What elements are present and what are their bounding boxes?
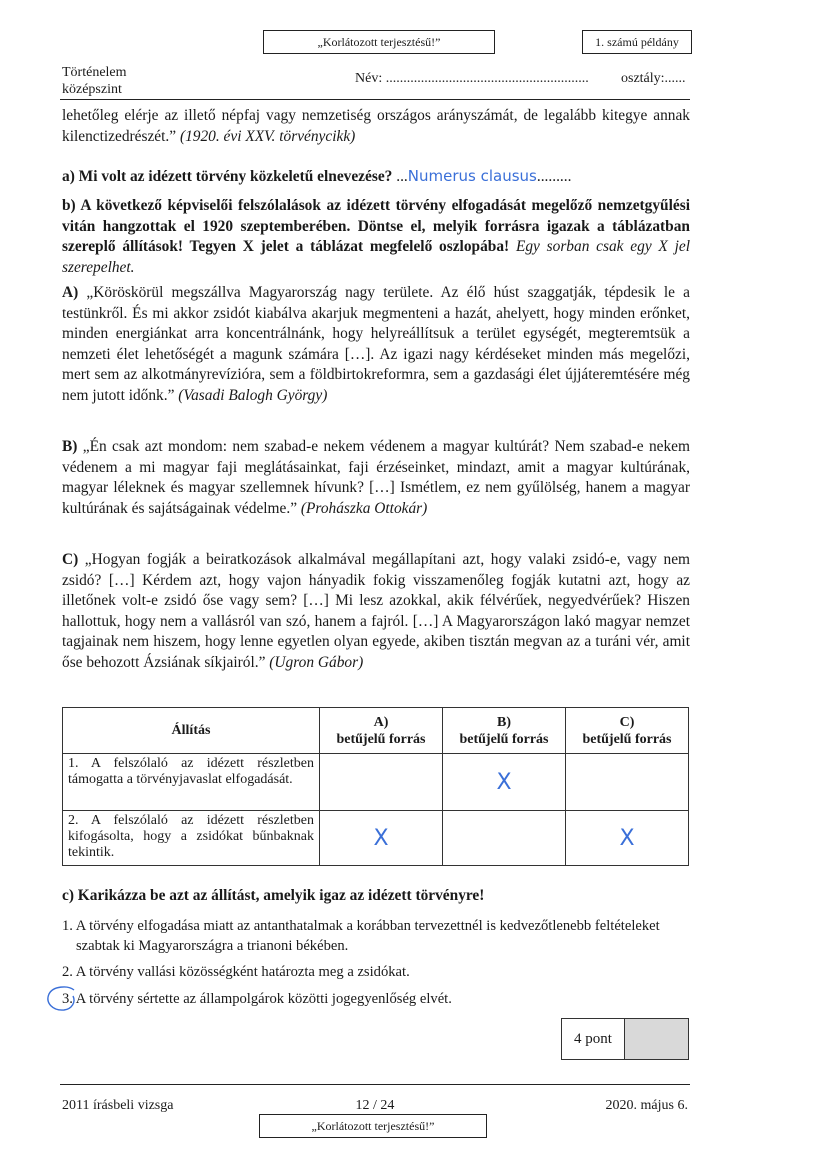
footer-page-number: 12 / 24 — [355, 1098, 395, 1113]
score-label: 4 pont — [562, 1019, 625, 1059]
col-header-c-letter: C) — [619, 714, 635, 730]
score-box — [561, 1018, 689, 1060]
row-2-cell-b[interactable] — [443, 811, 566, 866]
col-header-statement: Állítás — [63, 708, 320, 754]
option-3-num: 3. — [62, 991, 73, 1007]
row-2-cell-c[interactable]: X — [566, 811, 689, 866]
law-citation: (1920. évi XXV. törvénycikk) — [179, 127, 356, 145]
option-2-num: 2. — [62, 964, 73, 980]
footer-exam-code: 2011 írásbeli vizsga — [62, 1098, 174, 1113]
col-header-a — [320, 708, 443, 754]
table-row — [63, 754, 689, 811]
row-1-statement: 1. A felszólaló az idézett részletben támogatta a törvényjavaslat elfogadását. — [63, 754, 320, 811]
row-1-cell-a[interactable] — [320, 754, 443, 811]
source-a — [62, 283, 690, 406]
option-3-text: A törvény sértette az állampolgárok közötti jogegyenlőség elvét. — [75, 991, 452, 1007]
col-header-b-text: betűjelű forrás — [459, 731, 549, 747]
law-quote-text: lehetőleg elérje az illető népfaj vagy nemzetiség országos arányszámát, de legalább kitegye annak kilenctizedrészét.” — [62, 107, 690, 145]
question-b-text: b) A következő képviselői felszólalások az idézett törvény elfogadását megelőző nemzetgyűlési vitán hangzottak el 1920 szeptemberében. Döntse el, melyik forrásra igazak a táblázatban szereplő állítások! Tegyen X jelet a táblázat megfelelő oszlopába! — [62, 197, 690, 255]
question-a-dots-after: ......... — [536, 168, 572, 185]
source-a-author: (Vasadi Balogh György) — [178, 386, 328, 404]
col-header-c-text: betűjelű forrás — [582, 731, 672, 747]
restricted-label-bottom: „Korlátozott terjesztésű!” — [259, 1114, 487, 1138]
source-b-label: B) — [62, 438, 78, 455]
option-2-text: A törvény vallási közösségként határozta meg a zsidókat. — [75, 964, 410, 980]
question-a-answer[interactable]: Numerus clausus — [407, 167, 537, 185]
question-b-instruction — [62, 196, 690, 278]
source-a-text: „Köröskörül megszállva Magyarország nagy területe. Az élő húst szaggatják, tépdesik le a testünkről. És mi akkor zsidót kiabálva akarjuk megmenteni a hazát, ahelyett, hogy minden erőnket, minden energiánkat arra koncentrálnánk, hogy helyreállítsuk a terület egységét, megteremtsük a nemzeti élet lehetőségét a magunk számára […]. Az igazi nagy kérdéseket minden más megelőzi, mert sem az alkotmányrevízióra, sem a földbirtokreformra, sem a gazdasági élet újjáteremtésére még nem jutott időnk.” — [62, 284, 690, 404]
row-2-statement: 2. A felszólaló az idézett részletben kifogásolta, hogy a zsidókat bűnbaknak tekintik. — [63, 811, 320, 866]
header-rule — [60, 99, 690, 100]
option-2[interactable] — [62, 962, 690, 982]
question-c-text: c) Karikázza be azt az állítást, amelyik igaz az idézett törvényre! — [62, 887, 485, 904]
question-b-note: Egy sorban csak egy X jel szerepelhet. — [62, 238, 690, 276]
question-a-label: a) Mi volt az idézett törvény közkeletű elnevezése? — [62, 168, 393, 185]
source-a-label: A) — [62, 284, 79, 301]
col-header-c — [566, 708, 689, 754]
class-field[interactable]: osztály:...... — [621, 71, 686, 86]
answer-table — [62, 707, 689, 866]
option-3[interactable] — [62, 989, 690, 1009]
source-c-label: C) — [62, 551, 79, 568]
row-1-cell-c[interactable] — [566, 754, 689, 811]
col-header-b — [443, 708, 566, 754]
col-header-a-letter: A) — [373, 714, 389, 730]
footer-date: 2020. május 6. — [605, 1098, 688, 1113]
option-1-num: 1. — [62, 918, 73, 934]
row-1-cell-b[interactable]: X — [443, 754, 566, 811]
copy-number-label: 1. számú példány — [582, 30, 692, 54]
source-b-text: „Én csak azt mondom: nem szabad-e nekem védenem a magyar kultúrát? Nem szabad-e nekem védenem a mi magyar faji meglátásainkat, faji érzéseinket, mindazt, amit a magyar kultúrának, magyar léleknek és magyar szellemnek hívunk? […] Ismétlem, ez nem gyűlölség, hanem a magyar kultúrának és sajátságainak védelme.” — [62, 438, 690, 517]
source-c-author: (Ugron Gábor) — [269, 653, 364, 671]
question-a-dots-before: ... — [396, 168, 408, 185]
footer-rule — [60, 1084, 690, 1085]
table-header-row — [63, 708, 689, 754]
option-3-circle-mark — [44, 984, 80, 1016]
restricted-label-top: „Korlátozott terjesztésű!” — [263, 30, 495, 54]
law-quote-continuation — [62, 106, 690, 147]
question-c-label — [62, 886, 690, 907]
col-header-b-letter: B) — [497, 714, 511, 730]
option-1[interactable] — [62, 916, 704, 956]
subject-title — [62, 64, 127, 98]
subject-line-2: középszint — [62, 82, 122, 97]
col-header-a-text: betűjelű forrás — [336, 731, 426, 747]
option-1-text: A törvény elfogadása miatt az antanthatalmak a korábban tervezettnél is kedvezőtlenebb feltételeket szabtak ki Magyarországra a trianoni békében. — [75, 918, 660, 954]
source-c — [62, 550, 690, 673]
question-a — [62, 166, 690, 188]
source-b-author: (Prohászka Ottokár) — [300, 499, 428, 517]
row-2-cell-a[interactable]: X — [320, 811, 443, 866]
subject-line-1: Történelem — [62, 65, 127, 80]
source-c-text: „Hogyan fogják a beiratkozások alkalmával megállapítani azt, hogy valaki zsidó-e, vagy nem zsidó? […] Kérdem azt, hogy vajon hányadik fokig visszamenőleg fogják kutatni azt, hogy az illetőnek volt-e zsidó őse vagy sem? […] Mi lesz azokkal, akik félvérűek, negyedvérűek? Hiszen hallottuk, hogy nem a vallásról van szó, hanem a fajról. […] A Magyarországon lakó magyar nemzet tagjainak nem hiszem, hogy lenne egyetlen olyan egyede, akiben tisztán megvan az a turáni vér, amit őse behozott Ázsiának síkjairól.” — [62, 551, 690, 671]
table-row — [63, 811, 689, 866]
score-value-cell[interactable] — [625, 1019, 688, 1059]
name-field[interactable]: Név: .......................................................... — [355, 71, 589, 86]
source-b — [62, 437, 690, 519]
